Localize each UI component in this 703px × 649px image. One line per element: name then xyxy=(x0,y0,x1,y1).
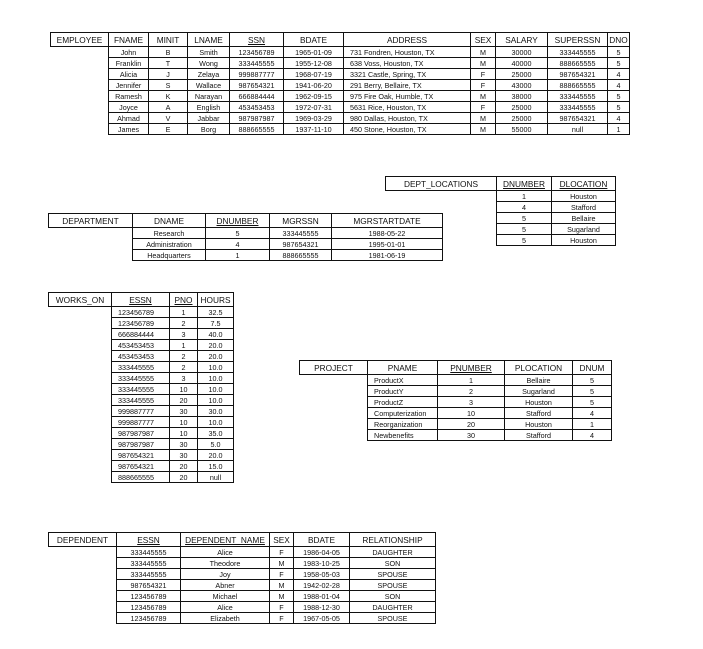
project-row xyxy=(300,419,612,430)
dependent-table xyxy=(48,532,436,624)
dependent-row xyxy=(49,602,436,613)
employee-row xyxy=(51,113,630,124)
employee-cell: Jabbar xyxy=(188,113,230,124)
works-on-cell: 1 xyxy=(170,307,198,318)
dependent-cell: F xyxy=(270,613,294,624)
dependent-cell: Alice xyxy=(181,602,270,613)
employee-cell: Alicia xyxy=(109,69,149,80)
employee-cell: 25000 xyxy=(496,102,548,113)
employee-cell: Wallace xyxy=(188,80,230,91)
works-on-row xyxy=(49,439,234,450)
employee-column-header: SEX xyxy=(471,33,496,47)
employee-cell: 5 xyxy=(608,47,630,58)
dependent-cell: M xyxy=(270,591,294,602)
works-on-row xyxy=(49,307,234,318)
dept-locations-row xyxy=(386,191,616,202)
project-header-row xyxy=(300,361,612,375)
employee-cell: 123456789 xyxy=(230,47,284,58)
project-cell: Newbenefits xyxy=(368,430,438,441)
employee-cell: 1955-12-08 xyxy=(284,58,344,69)
employee-cell: 888665555 xyxy=(548,58,608,69)
works-on-cell: 7.5 xyxy=(198,318,234,329)
dependent-header-row xyxy=(49,533,436,547)
dept-locations-cell: Houston xyxy=(552,235,616,246)
employee-cell: 5 xyxy=(608,58,630,69)
employee-cell: 5 xyxy=(608,91,630,102)
works-on-table xyxy=(48,292,234,483)
department-column-header: MGRSTARTDATE xyxy=(332,214,443,228)
employee-cell: T xyxy=(149,58,188,69)
works-on-cell: 32.5 xyxy=(198,307,234,318)
employee-row xyxy=(51,69,630,80)
works-on-cell: 987987987 xyxy=(112,439,170,450)
employee-column-header: SSN xyxy=(230,33,284,47)
works-on-cell: 987987987 xyxy=(112,428,170,439)
dependent-relation-name: DEPENDENT xyxy=(49,533,117,547)
project-cell: Houston xyxy=(505,419,573,430)
dept-locations-column-header: DNUMBER xyxy=(497,177,552,191)
employee-cell: J xyxy=(149,69,188,80)
project-cell: 1 xyxy=(573,419,612,430)
works-on-cell: 2 xyxy=(170,351,198,362)
works-on-cell: 999887777 xyxy=(112,406,170,417)
works-on-row xyxy=(49,461,234,472)
works-on-row xyxy=(49,351,234,362)
works-on-cell: 30 xyxy=(170,406,198,417)
employee-cell: Ahmad xyxy=(109,113,149,124)
employee-cell: Joyce xyxy=(109,102,149,113)
employee-column-header: SUPERSSN xyxy=(548,33,608,47)
employee-cell: 987654321 xyxy=(548,113,608,124)
dependent-cell: SPOUSE xyxy=(350,613,436,624)
works-on-column-header: HOURS xyxy=(198,293,234,307)
project-cell: ProductZ xyxy=(368,397,438,408)
works-on-cell: 2 xyxy=(170,362,198,373)
employee-cell: V xyxy=(149,113,188,124)
employee-cell: 4 xyxy=(608,113,630,124)
employee-cell: 3321 Castle, Spring, TX xyxy=(344,69,471,80)
dependent-row xyxy=(49,547,436,558)
project-cell: 5 xyxy=(573,397,612,408)
dept-locations-cell: Houston xyxy=(552,191,616,202)
project-cell: Stafford xyxy=(505,430,573,441)
dependent-row xyxy=(49,591,436,602)
employee-cell: M xyxy=(471,91,496,102)
employee-cell: 40000 xyxy=(496,58,548,69)
works-on-cell: 333445555 xyxy=(112,384,170,395)
works-on-cell: 10.0 xyxy=(198,384,234,395)
dependent-cell: F xyxy=(270,547,294,558)
project-table xyxy=(299,360,612,441)
department-header-row xyxy=(49,214,443,228)
employee-cell: 666884444 xyxy=(230,91,284,102)
dependent-cell: 1988-12-30 xyxy=(294,602,350,613)
works-on-cell: 333445555 xyxy=(112,362,170,373)
employee-cell: 987654321 xyxy=(230,80,284,91)
dependent-cell: 333445555 xyxy=(117,558,181,569)
department-relation-name: DEPARTMENT xyxy=(49,214,133,228)
project-cell: Stafford xyxy=(505,408,573,419)
dependent-cell: SON xyxy=(350,591,436,602)
works-on-cell: 987654321 xyxy=(112,461,170,472)
employee-cell: Wong xyxy=(188,58,230,69)
project-cell: 20 xyxy=(438,419,505,430)
dependent-row xyxy=(49,569,436,580)
works-on-relation-name: WORKS_ON xyxy=(49,293,112,307)
dept-locations-cell: 4 xyxy=(497,202,552,213)
dependent-cell: DAUGHTER xyxy=(350,547,436,558)
employee-column-header: LNAME xyxy=(188,33,230,47)
dependent-cell: SON xyxy=(350,558,436,569)
department-cell: Headquarters xyxy=(133,250,206,261)
employee-cell: 1965-01-09 xyxy=(284,47,344,58)
works-on-cell: 40.0 xyxy=(198,329,234,340)
dependent-cell: 987654321 xyxy=(117,580,181,591)
employee-column-header: SALARY xyxy=(496,33,548,47)
employee-table xyxy=(50,32,630,135)
works-on-row xyxy=(49,318,234,329)
works-on-row xyxy=(49,450,234,461)
works-on-cell: 30 xyxy=(170,439,198,450)
employee-cell: 1972-07-31 xyxy=(284,102,344,113)
employee-cell: 1937-11-10 xyxy=(284,124,344,135)
works-on-row xyxy=(49,472,234,483)
dependent-cell: M xyxy=(270,580,294,591)
works-on-cell: 10.0 xyxy=(198,362,234,373)
employee-cell: 975 Fire Oak, Humble, TX xyxy=(344,91,471,102)
works-on-cell: 453453453 xyxy=(112,351,170,362)
works-on-column-header: ESSN xyxy=(112,293,170,307)
works-on-cell: 333445555 xyxy=(112,395,170,406)
works-on-row xyxy=(49,395,234,406)
dependent-cell: 123456789 xyxy=(117,613,181,624)
dependent-cell: Joy xyxy=(181,569,270,580)
dependent-cell: DAUGHTER xyxy=(350,602,436,613)
department-cell: Administration xyxy=(133,239,206,250)
employee-cell: 333445555 xyxy=(548,102,608,113)
works-on-cell: 453453453 xyxy=(112,340,170,351)
works-on-cell: 123456789 xyxy=(112,307,170,318)
dependent-row xyxy=(49,558,436,569)
dept-locations-cell: 5 xyxy=(497,224,552,235)
works-on-cell: 10 xyxy=(170,428,198,439)
dept-locations-cell: Stafford xyxy=(552,202,616,213)
works-on-column-header: PNO xyxy=(170,293,198,307)
works-on-cell: 333445555 xyxy=(112,373,170,384)
department-table xyxy=(48,213,443,261)
employee-cell: F xyxy=(471,69,496,80)
employee-cell: 4 xyxy=(608,80,630,91)
project-cell: 10 xyxy=(438,408,505,419)
employee-column-header: FNAME xyxy=(109,33,149,47)
works-on-cell: 10 xyxy=(170,384,198,395)
employee-cell: Franklin xyxy=(109,58,149,69)
works-on-cell: 123456789 xyxy=(112,318,170,329)
dependent-cell: 123456789 xyxy=(117,591,181,602)
department-cell: 5 xyxy=(206,228,270,239)
project-cell: 4 xyxy=(573,408,612,419)
employee-cell: 1941-06-20 xyxy=(284,80,344,91)
employee-cell: 5631 Rice, Houston, TX xyxy=(344,102,471,113)
employee-cell: John xyxy=(109,47,149,58)
department-cell: Research xyxy=(133,228,206,239)
employee-cell: M xyxy=(471,113,496,124)
employee-row xyxy=(51,80,630,91)
works-on-cell: null xyxy=(198,472,234,483)
dept-locations-row xyxy=(386,202,616,213)
works-on-header-row xyxy=(49,293,234,307)
department-column-header: DNAME xyxy=(133,214,206,228)
works-on-row xyxy=(49,373,234,384)
employee-cell: 453453453 xyxy=(230,102,284,113)
project-cell: Reorganization xyxy=(368,419,438,430)
dept-locations-cell: 5 xyxy=(497,213,552,224)
works-on-cell: 15.0 xyxy=(198,461,234,472)
dependent-column-header: RELATIONSHIP xyxy=(350,533,436,547)
employee-cell: M xyxy=(471,124,496,135)
employee-cell: Zelaya xyxy=(188,69,230,80)
employee-cell: 987654321 xyxy=(548,69,608,80)
employee-cell: 4 xyxy=(608,69,630,80)
employee-column-header: ADDRESS xyxy=(344,33,471,47)
works-on-cell: 3 xyxy=(170,329,198,340)
works-on-row xyxy=(49,340,234,351)
employee-row xyxy=(51,102,630,113)
works-on-row xyxy=(49,329,234,340)
employee-cell: 888665555 xyxy=(548,80,608,91)
project-cell: 1 xyxy=(438,375,505,386)
department-cell: 1981-06-19 xyxy=(332,250,443,261)
employee-relation-name: EMPLOYEE xyxy=(51,33,109,47)
project-column-header: PLOCATION xyxy=(505,361,573,375)
dependent-cell: SPOUSE xyxy=(350,580,436,591)
department-cell: 1995-01-01 xyxy=(332,239,443,250)
dependent-cell: Elizabeth xyxy=(181,613,270,624)
employee-cell: 1968-07-19 xyxy=(284,69,344,80)
dependent-column-header: DEPENDENT_NAME xyxy=(181,533,270,547)
works-on-cell: 5.0 xyxy=(198,439,234,450)
dependent-column-header: ESSN xyxy=(117,533,181,547)
dept-locations-column-header: DLOCATION xyxy=(552,177,616,191)
dependent-cell: 1942-02-28 xyxy=(294,580,350,591)
project-row xyxy=(300,397,612,408)
dept-locations-header-row xyxy=(386,177,616,191)
department-cell: 4 xyxy=(206,239,270,250)
dependent-row xyxy=(49,613,436,624)
project-cell: 2 xyxy=(438,386,505,397)
employee-cell: 333445555 xyxy=(230,58,284,69)
employee-cell: 638 Voss, Houston, TX xyxy=(344,58,471,69)
project-cell: ProductY xyxy=(368,386,438,397)
employee-cell: 1 xyxy=(608,124,630,135)
works-on-row xyxy=(49,417,234,428)
dependent-cell: F xyxy=(270,602,294,613)
dependent-cell: F xyxy=(270,569,294,580)
employee-row xyxy=(51,47,630,58)
employee-cell: 999887777 xyxy=(230,69,284,80)
employee-cell: Jennifer xyxy=(109,80,149,91)
works-on-cell: 10 xyxy=(170,417,198,428)
dependent-cell: 1986-04-05 xyxy=(294,547,350,558)
project-row xyxy=(300,430,612,441)
project-column-header: PNUMBER xyxy=(438,361,505,375)
works-on-cell: 20.0 xyxy=(198,351,234,362)
dependent-cell: 1967-05-05 xyxy=(294,613,350,624)
department-cell: 333445555 xyxy=(270,228,332,239)
employee-cell: 333445555 xyxy=(548,91,608,102)
employee-column-header: BDATE xyxy=(284,33,344,47)
department-column-header: MGRSSN xyxy=(270,214,332,228)
project-cell: 3 xyxy=(438,397,505,408)
employee-cell: S xyxy=(149,80,188,91)
dependent-cell: Michael xyxy=(181,591,270,602)
dependent-cell: 1983-10-25 xyxy=(294,558,350,569)
employee-cell: M xyxy=(471,58,496,69)
dependent-cell: SPOUSE xyxy=(350,569,436,580)
employee-cell: null xyxy=(548,124,608,135)
department-cell: 1 xyxy=(206,250,270,261)
dept-locations-cell: Bellaire xyxy=(552,213,616,224)
employee-row xyxy=(51,58,630,69)
dependent-column-header: SEX xyxy=(270,533,294,547)
dependent-cell: 333445555 xyxy=(117,569,181,580)
department-cell: 987654321 xyxy=(270,239,332,250)
project-cell: Houston xyxy=(505,397,573,408)
employee-cell: 450 Stone, Houston, TX xyxy=(344,124,471,135)
works-on-cell: 2 xyxy=(170,318,198,329)
department-row xyxy=(49,228,443,239)
dependent-cell: 1988-01-04 xyxy=(294,591,350,602)
employee-cell: Ramesh xyxy=(109,91,149,102)
employee-cell: F xyxy=(471,102,496,113)
employee-cell: A xyxy=(149,102,188,113)
works-on-cell: 666884444 xyxy=(112,329,170,340)
works-on-cell: 30 xyxy=(170,450,198,461)
works-on-cell: 10.0 xyxy=(198,373,234,384)
employee-cell: 333445555 xyxy=(548,47,608,58)
employee-cell: 731 Fondren, Houston, TX xyxy=(344,47,471,58)
dependent-cell: Theodore xyxy=(181,558,270,569)
employee-column-header: DNO xyxy=(609,34,628,45)
employee-cell: 1969-03-29 xyxy=(284,113,344,124)
department-cell: 1988-05-22 xyxy=(332,228,443,239)
dept-locations-cell: 1 xyxy=(497,191,552,202)
department-column-header: DNUMBER xyxy=(206,214,270,228)
employee-cell: James xyxy=(109,124,149,135)
works-on-cell: 20 xyxy=(170,472,198,483)
employee-cell: 5 xyxy=(608,102,630,113)
project-column-header: DNUM xyxy=(573,361,612,375)
works-on-row xyxy=(49,428,234,439)
employee-cell: 30000 xyxy=(496,47,548,58)
department-cell: 888665555 xyxy=(270,250,332,261)
employee-cell: M xyxy=(471,47,496,58)
employee-cell: K xyxy=(149,91,188,102)
employee-cell: 38000 xyxy=(496,91,548,102)
employee-row xyxy=(51,91,630,102)
works-on-cell: 30.0 xyxy=(198,406,234,417)
employee-cell: 25000 xyxy=(496,113,548,124)
works-on-cell: 987654321 xyxy=(112,450,170,461)
dependent-cell: 123456789 xyxy=(117,602,181,613)
works-on-cell: 20 xyxy=(170,461,198,472)
works-on-cell: 20.0 xyxy=(198,450,234,461)
works-on-cell: 10.0 xyxy=(198,395,234,406)
employee-cell: 43000 xyxy=(496,80,548,91)
project-row xyxy=(300,408,612,419)
works-on-cell: 20 xyxy=(170,395,198,406)
employee-cell: 25000 xyxy=(496,69,548,80)
project-cell: Computerization xyxy=(368,408,438,419)
employee-cell: 291 Berry, Bellaire, TX xyxy=(344,80,471,91)
department-row xyxy=(49,250,443,261)
project-cell: 30 xyxy=(438,430,505,441)
dept-locations-cell: Sugarland xyxy=(552,224,616,235)
works-on-cell: 999887777 xyxy=(112,417,170,428)
employee-header-row xyxy=(51,33,630,47)
works-on-cell: 10.0 xyxy=(198,417,234,428)
dept-locations-relation-name: DEPT_LOCATIONS xyxy=(386,177,497,191)
dependent-cell: 1958-05-03 xyxy=(294,569,350,580)
project-cell: ProductX xyxy=(368,375,438,386)
works-on-cell: 888665555 xyxy=(112,472,170,483)
works-on-cell: 20.0 xyxy=(198,340,234,351)
employee-cell: 987987987 xyxy=(230,113,284,124)
employee-cell: Smith xyxy=(188,47,230,58)
employee-cell: 888665555 xyxy=(230,124,284,135)
dependent-cell: 333445555 xyxy=(117,547,181,558)
dependent-column-header: BDATE xyxy=(294,533,350,547)
project-cell: Sugarland xyxy=(505,386,573,397)
employee-cell: E xyxy=(149,124,188,135)
works-on-row xyxy=(49,362,234,373)
dependent-row xyxy=(49,580,436,591)
works-on-cell: 3 xyxy=(170,373,198,384)
employee-cell: 980 Dallas, Houston, TX xyxy=(344,113,471,124)
employee-column-header: MINIT xyxy=(149,33,188,47)
employee-cell: Narayan xyxy=(188,91,230,102)
works-on-row xyxy=(49,406,234,417)
employee-cell: 55000 xyxy=(496,124,548,135)
works-on-cell: 35.0 xyxy=(198,428,234,439)
works-on-row xyxy=(49,384,234,395)
dept-locations-cell: 5 xyxy=(497,235,552,246)
employee-cell: Borg xyxy=(188,124,230,135)
project-cell: 4 xyxy=(573,430,612,441)
works-on-cell: 1 xyxy=(170,340,198,351)
project-column-header: PNAME xyxy=(368,361,438,375)
department-row xyxy=(49,239,443,250)
project-row xyxy=(300,386,612,397)
dependent-cell: Alice xyxy=(181,547,270,558)
project-cell: 5 xyxy=(573,375,612,386)
dependent-cell: Abner xyxy=(181,580,270,591)
employee-cell: 1962-09-15 xyxy=(284,91,344,102)
project-relation-name: PROJECT xyxy=(300,361,368,375)
employee-row xyxy=(51,124,630,135)
dependent-cell: M xyxy=(270,558,294,569)
employee-cell: B xyxy=(149,47,188,58)
project-cell: 5 xyxy=(573,386,612,397)
employee-cell: English xyxy=(188,102,230,113)
employee-cell: F xyxy=(471,80,496,91)
project-cell: Bellaire xyxy=(505,375,573,386)
project-row xyxy=(300,375,612,386)
